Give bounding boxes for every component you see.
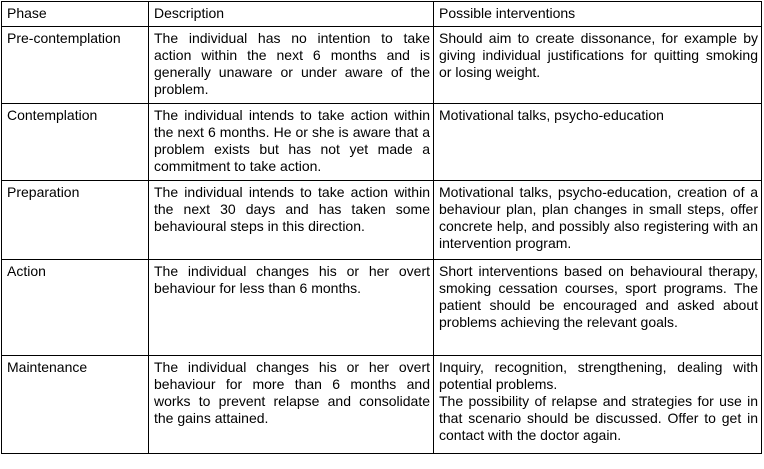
phase-cell: Maintenance	[2, 356, 149, 454]
table-row	[2, 181, 762, 260]
header-phase: Phase	[2, 2, 149, 27]
interventions-text: Motivational talks, psycho-education	[439, 107, 664, 123]
interventions-text: Motivational talks, psycho-education, creation of a behaviour plan, plan changes in small steps, offer concrete help, and possibly also registering with an intervention program.	[439, 184, 758, 251]
phase-cell: Contemplation	[2, 104, 149, 181]
header-possible-interventions: Possible interventions	[434, 2, 762, 27]
table-header-row	[2, 2, 762, 27]
description-cell: The individual changes his or her overt behaviour for more than 6 months and works to prevent relapse and consolidate the gains attained.	[149, 356, 434, 454]
phase-cell: Action	[2, 260, 149, 356]
header-description: Description	[149, 2, 434, 27]
stages-of-change-table-container	[1, 1, 762, 454]
interventions-text: The possibility of relapse and strategies for use in that scenario should be discussed. Offer to get in contact with the doctor again.	[439, 393, 758, 443]
phase-cell: Preparation	[2, 181, 149, 260]
description-cell: The individual intends to take action within the next 6 months. He or she is aware that a problem exists but has not yet made a commitment to take action.	[149, 104, 434, 181]
description-cell: The individual changes his or her overt behaviour for less than 6 months.	[149, 260, 434, 356]
stages-of-change-table	[1, 1, 762, 454]
table-row	[2, 104, 762, 181]
interventions-cell	[434, 260, 762, 356]
interventions-cell	[434, 356, 762, 454]
interventions-cell	[434, 27, 762, 104]
description-cell: The individual intends to take action within the next 30 days and has taken some behavioural steps in this direction.	[149, 181, 434, 260]
table-row	[2, 356, 762, 454]
interventions-cell	[434, 181, 762, 260]
interventions-text: Inquiry, recognition, strengthening, dealing with potential problems.	[439, 359, 758, 392]
table-row	[2, 260, 762, 356]
table-row	[2, 27, 762, 104]
phase-cell: Pre-contemplation	[2, 27, 149, 104]
description-cell: The individual has no intention to take action within the next 6 months and is generally unaware or under aware of the problem.	[149, 27, 434, 104]
interventions-cell	[434, 104, 762, 181]
interventions-text: Should aim to create dissonance, for example by giving individual justifications for quitting smoking or losing weight.	[439, 30, 758, 80]
interventions-text: Short interventions based on behavioural therapy, smoking cessation courses, sport programs. The patient should be encouraged and asked about problems achieving the relevant goals.	[439, 263, 758, 330]
